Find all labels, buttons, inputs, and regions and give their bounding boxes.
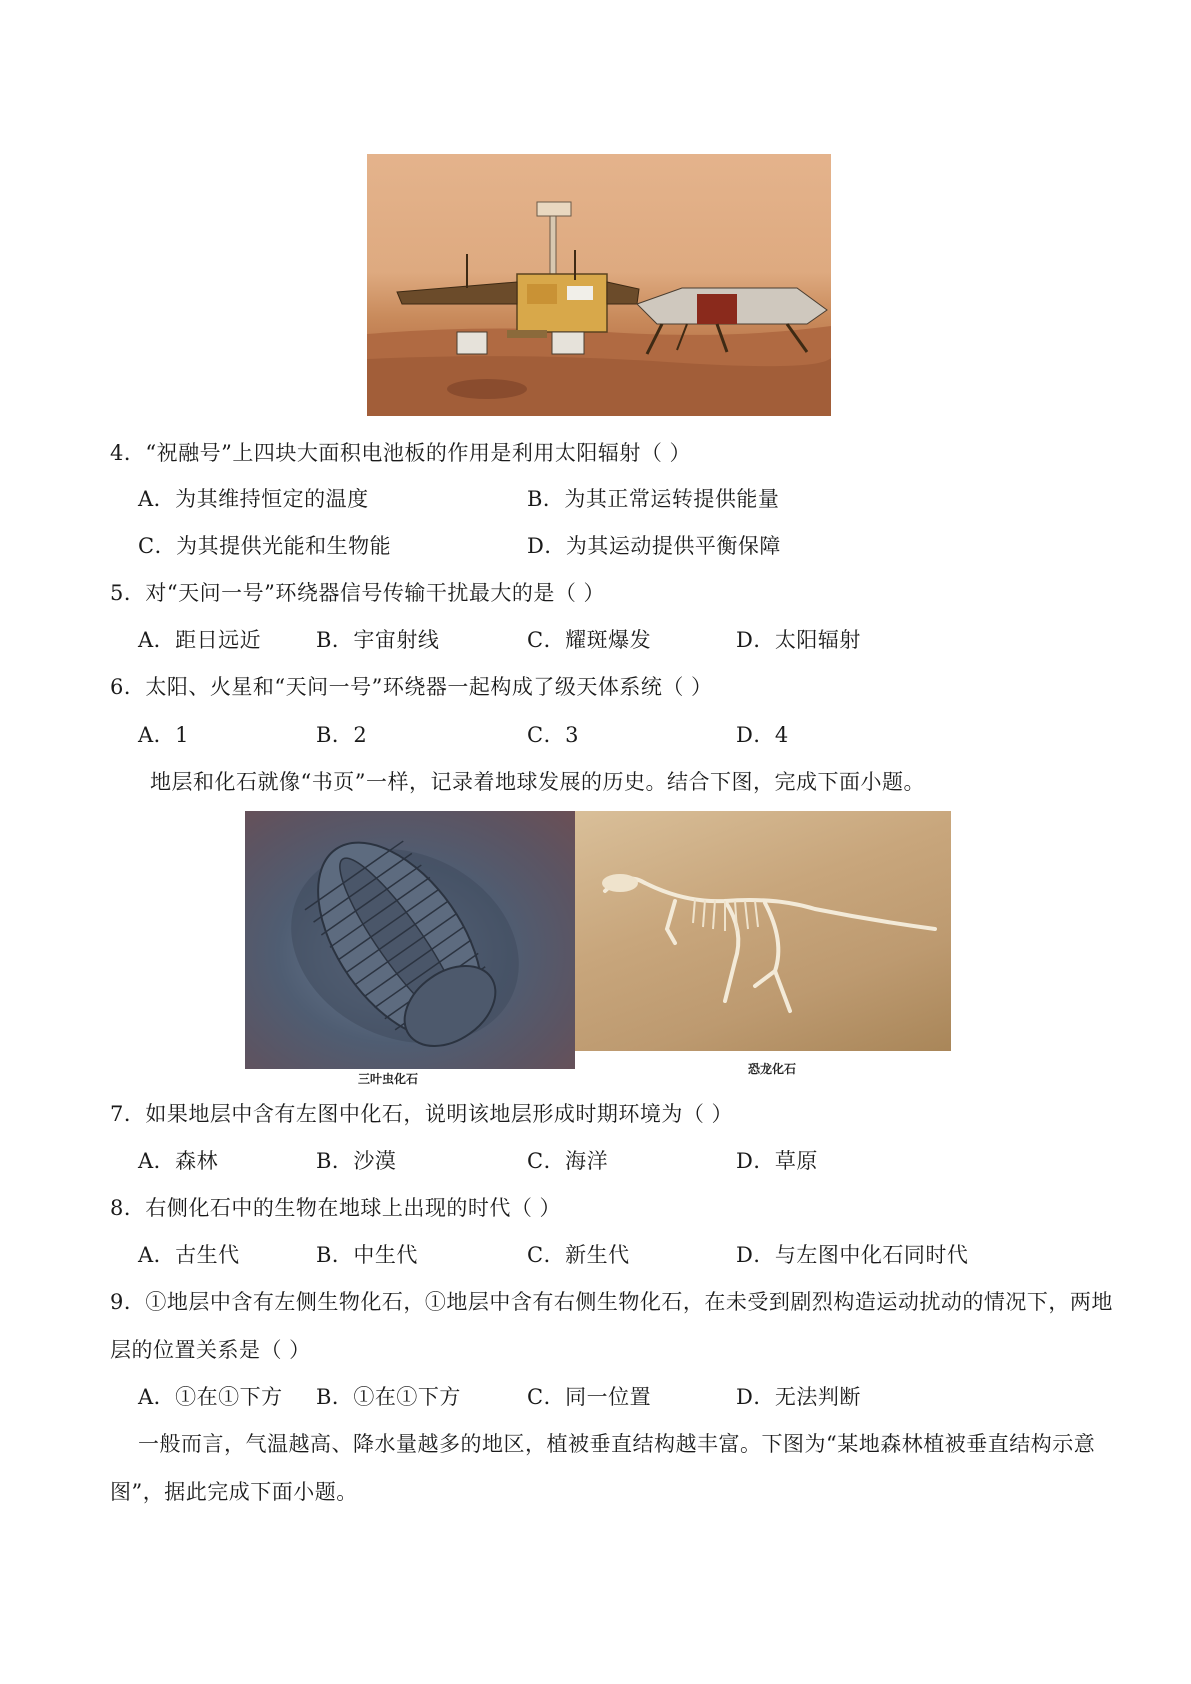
- question-4-option-d[interactable]: D．为其运动提供平衡保障: [527, 534, 781, 558]
- question-8-stem: 8．右侧化石中的生物在地球上出现的时代（ ）: [110, 1196, 562, 1220]
- question-8-option-b[interactable]: B．中生代: [316, 1243, 418, 1267]
- question-5-stem: 5．对“天问一号”环绕器信号传输干扰最大的是（ ）: [110, 581, 606, 605]
- question-8-option-a[interactable]: A．古生代: [138, 1243, 240, 1267]
- mars-rover-photo: [367, 154, 831, 416]
- intro-paragraph-2-line-1: 一般而言，气温越高、降水量越多的地区，植被垂直结构越丰富。下图为“某地森林植被垂直结构示意: [138, 1432, 1096, 1456]
- question-4-stem: 4．“祝融号”上四块大面积电池板的作用是利用太阳辐射（ ）: [110, 441, 692, 465]
- question-7-stem: 7．如果地层中含有左图中化石，说明该地层形成时期环境为（ ）: [110, 1102, 734, 1126]
- trilobite-fossil-photo: [245, 811, 575, 1069]
- question-6-option-d[interactable]: D．4: [736, 723, 789, 747]
- question-9-stem-line-2: 层的位置关系是（ ）: [110, 1338, 311, 1362]
- question-9-option-b[interactable]: B．①在①下方: [316, 1385, 461, 1409]
- dinosaur-caption: 恐龙化石: [748, 1062, 797, 1076]
- question-7-option-b[interactable]: B．沙漠: [316, 1149, 397, 1173]
- question-8-option-c[interactable]: C．新生代: [527, 1243, 630, 1267]
- question-7-option-c[interactable]: C．海洋: [527, 1149, 609, 1173]
- question-4-option-c[interactable]: C．为其提供光能和生物能: [138, 534, 392, 558]
- dinosaur-fossil-photo: [575, 811, 951, 1051]
- question-8-option-d[interactable]: D．与左图中化石同时代: [736, 1243, 969, 1267]
- question-5-option-a[interactable]: A．距日远近: [138, 628, 262, 652]
- question-9-option-d[interactable]: D．无法判断: [736, 1385, 861, 1409]
- question-6-option-c[interactable]: C．3: [527, 723, 579, 747]
- question-5-option-b[interactable]: B．宇宙射线: [316, 628, 440, 652]
- question-5-option-d[interactable]: D．太阳辐射: [736, 628, 861, 652]
- question-9-stem-line-1: 9．①地层中含有左侧生物化石，①地层中含有右侧生物化石，在未受到剧烈构造运动扰动的情况下，两地: [110, 1290, 1113, 1314]
- intro-paragraph-1: 地层和化石就像“书页”一样，记录着地球发展的历史。结合下图，完成下面小题。: [150, 770, 925, 794]
- question-9-option-a[interactable]: A．①在①下方: [138, 1385, 283, 1409]
- intro-paragraph-2-line-2: 图”，据此完成下面小题。: [110, 1480, 358, 1504]
- trilobite-caption: 三叶虫化石: [358, 1072, 419, 1086]
- question-7-option-d[interactable]: D．草原: [736, 1149, 818, 1173]
- question-6-option-a[interactable]: A．1: [138, 723, 190, 747]
- question-6-stem: 6．太阳、火星和“天问一号”环绕器一起构成了级天体系统（ ）: [110, 675, 713, 699]
- question-5-option-c[interactable]: C．耀斑爆发: [527, 628, 652, 652]
- question-4-option-a[interactable]: A．为其维持恒定的温度: [138, 487, 369, 511]
- question-4-option-b[interactable]: B．为其正常运转提供能量: [527, 487, 780, 511]
- question-9-option-c[interactable]: C．同一位置: [527, 1385, 652, 1409]
- question-6-option-b[interactable]: B．2: [316, 723, 368, 747]
- question-7-option-a[interactable]: A．森林: [138, 1149, 219, 1173]
